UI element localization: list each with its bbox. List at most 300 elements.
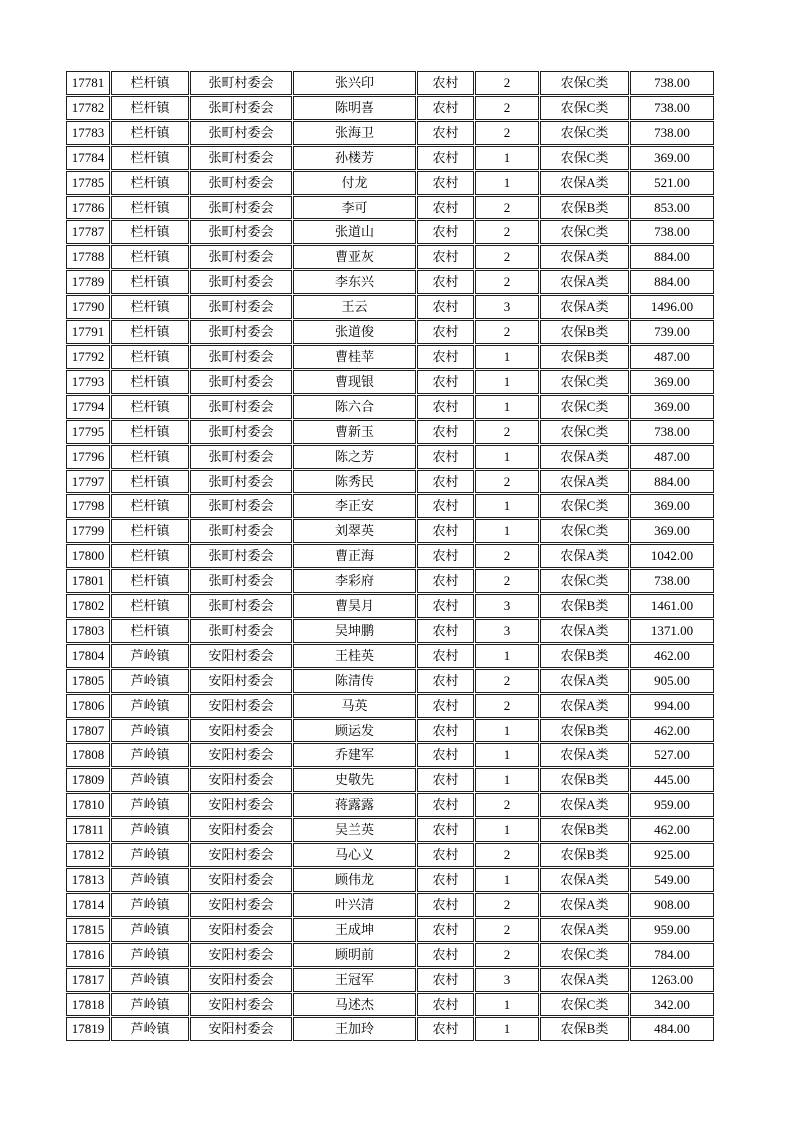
table-row bbox=[66, 270, 714, 294]
cell-serial-number: 17799 bbox=[66, 519, 110, 543]
cell-serial-number: 17790 bbox=[66, 295, 110, 319]
cell-amount: 905.00 bbox=[630, 669, 714, 693]
cell-household-type: 农村 bbox=[417, 146, 474, 170]
cell-village-committee: 安阳村委会 bbox=[190, 743, 292, 767]
cell-village-committee: 张町村委会 bbox=[190, 245, 292, 269]
table-row bbox=[66, 544, 714, 568]
cell-person-name: 蒋露露 bbox=[293, 793, 416, 817]
cell-insurance-category: 农保B类 bbox=[540, 594, 629, 618]
cell-village-committee: 安阳村委会 bbox=[190, 993, 292, 1017]
cell-town: 栏杆镇 bbox=[111, 594, 189, 618]
cell-village-committee: 张町村委会 bbox=[190, 544, 292, 568]
table-row bbox=[66, 694, 714, 718]
cell-serial-number: 17783 bbox=[66, 121, 110, 145]
cell-insurance-category: 农保A类 bbox=[540, 793, 629, 817]
table-row bbox=[66, 918, 714, 942]
cell-village-committee: 张町村委会 bbox=[190, 420, 292, 444]
cell-serial-number: 17785 bbox=[66, 171, 110, 195]
cell-town: 栏杆镇 bbox=[111, 121, 189, 145]
cell-household-type: 农村 bbox=[417, 320, 474, 344]
cell-village-committee: 张町村委会 bbox=[190, 569, 292, 593]
cell-person-count: 3 bbox=[475, 594, 539, 618]
cell-person-count: 1 bbox=[475, 993, 539, 1017]
cell-insurance-category: 农保A类 bbox=[540, 171, 629, 195]
cell-village-committee: 安阳村委会 bbox=[190, 968, 292, 992]
cell-village-committee: 安阳村委会 bbox=[190, 694, 292, 718]
cell-serial-number: 17787 bbox=[66, 220, 110, 244]
cell-person-count: 1 bbox=[475, 171, 539, 195]
cell-village-committee: 安阳村委会 bbox=[190, 719, 292, 743]
cell-town: 栏杆镇 bbox=[111, 370, 189, 394]
cell-person-name: 史敬先 bbox=[293, 768, 416, 792]
cell-insurance-category: 农保B类 bbox=[540, 320, 629, 344]
cell-village-committee: 张町村委会 bbox=[190, 519, 292, 543]
cell-serial-number: 17789 bbox=[66, 270, 110, 294]
cell-amount: 369.00 bbox=[630, 395, 714, 419]
cell-person-name: 曹亚灰 bbox=[293, 245, 416, 269]
cell-village-committee: 张町村委会 bbox=[190, 71, 292, 95]
cell-village-committee: 张町村委会 bbox=[190, 470, 292, 494]
cell-person-name: 曹昊月 bbox=[293, 594, 416, 618]
cell-person-name: 陈秀民 bbox=[293, 470, 416, 494]
cell-person-name: 陈之芳 bbox=[293, 445, 416, 469]
cell-household-type: 农村 bbox=[417, 1017, 474, 1041]
cell-person-name: 张道山 bbox=[293, 220, 416, 244]
cell-amount: 369.00 bbox=[630, 494, 714, 518]
cell-household-type: 农村 bbox=[417, 245, 474, 269]
cell-serial-number: 17804 bbox=[66, 644, 110, 668]
cell-serial-number: 17786 bbox=[66, 196, 110, 220]
cell-insurance-category: 农保C类 bbox=[540, 569, 629, 593]
cell-person-count: 1 bbox=[475, 445, 539, 469]
table-row bbox=[66, 768, 714, 792]
cell-serial-number: 17802 bbox=[66, 594, 110, 618]
cell-town: 栏杆镇 bbox=[111, 569, 189, 593]
cell-town: 栏杆镇 bbox=[111, 519, 189, 543]
cell-household-type: 农村 bbox=[417, 619, 474, 643]
cell-person-name: 顾明前 bbox=[293, 943, 416, 967]
cell-town: 芦岭镇 bbox=[111, 868, 189, 892]
cell-insurance-category: 农保A类 bbox=[540, 544, 629, 568]
cell-village-committee: 安阳村委会 bbox=[190, 818, 292, 842]
cell-person-name: 马心义 bbox=[293, 843, 416, 867]
table-row bbox=[66, 1017, 714, 1041]
cell-insurance-category: 农保A类 bbox=[540, 669, 629, 693]
cell-household-type: 农村 bbox=[417, 96, 474, 120]
cell-household-type: 农村 bbox=[417, 71, 474, 95]
cell-serial-number: 17805 bbox=[66, 669, 110, 693]
cell-insurance-category: 农保C类 bbox=[540, 96, 629, 120]
cell-village-committee: 张町村委会 bbox=[190, 494, 292, 518]
cell-household-type: 农村 bbox=[417, 768, 474, 792]
cell-person-count: 2 bbox=[475, 71, 539, 95]
cell-town: 栏杆镇 bbox=[111, 445, 189, 469]
table-row bbox=[66, 345, 714, 369]
cell-town: 栏杆镇 bbox=[111, 96, 189, 120]
cell-person-name: 张道俊 bbox=[293, 320, 416, 344]
cell-household-type: 农村 bbox=[417, 843, 474, 867]
cell-person-count: 2 bbox=[475, 669, 539, 693]
table-body bbox=[66, 71, 714, 1041]
cell-person-name: 陈明喜 bbox=[293, 96, 416, 120]
cell-village-committee: 张町村委会 bbox=[190, 121, 292, 145]
cell-household-type: 农村 bbox=[417, 569, 474, 593]
cell-insurance-category: 农保A类 bbox=[540, 270, 629, 294]
cell-insurance-category: 农保A类 bbox=[540, 295, 629, 319]
cell-town: 芦岭镇 bbox=[111, 893, 189, 917]
cell-person-name: 王成坤 bbox=[293, 918, 416, 942]
cell-amount: 884.00 bbox=[630, 470, 714, 494]
cell-town: 栏杆镇 bbox=[111, 494, 189, 518]
cell-amount: 784.00 bbox=[630, 943, 714, 967]
cell-amount: 1042.00 bbox=[630, 544, 714, 568]
cell-amount: 445.00 bbox=[630, 768, 714, 792]
cell-village-committee: 张町村委会 bbox=[190, 445, 292, 469]
cell-household-type: 农村 bbox=[417, 171, 474, 195]
cell-serial-number: 17792 bbox=[66, 345, 110, 369]
cell-person-name: 王冠军 bbox=[293, 968, 416, 992]
cell-household-type: 农村 bbox=[417, 719, 474, 743]
cell-town: 芦岭镇 bbox=[111, 793, 189, 817]
cell-person-count: 2 bbox=[475, 793, 539, 817]
cell-serial-number: 17814 bbox=[66, 893, 110, 917]
cell-person-count: 1 bbox=[475, 494, 539, 518]
cell-town: 芦岭镇 bbox=[111, 843, 189, 867]
cell-serial-number: 17793 bbox=[66, 370, 110, 394]
cell-insurance-category: 农保C类 bbox=[540, 519, 629, 543]
cell-person-name: 陈六合 bbox=[293, 395, 416, 419]
cell-town: 栏杆镇 bbox=[111, 220, 189, 244]
cell-person-count: 2 bbox=[475, 544, 539, 568]
cell-amount: 738.00 bbox=[630, 96, 714, 120]
cell-town: 芦岭镇 bbox=[111, 1017, 189, 1041]
cell-person-count: 3 bbox=[475, 619, 539, 643]
cell-person-name: 乔建军 bbox=[293, 743, 416, 767]
cell-town: 芦岭镇 bbox=[111, 818, 189, 842]
cell-household-type: 农村 bbox=[417, 743, 474, 767]
cell-serial-number: 17801 bbox=[66, 569, 110, 593]
cell-person-name: 吴兰英 bbox=[293, 818, 416, 842]
cell-person-count: 1 bbox=[475, 719, 539, 743]
cell-amount: 369.00 bbox=[630, 370, 714, 394]
cell-person-count: 2 bbox=[475, 96, 539, 120]
cell-amount: 1461.00 bbox=[630, 594, 714, 618]
table-row bbox=[66, 893, 714, 917]
table-row bbox=[66, 569, 714, 593]
table-row bbox=[66, 445, 714, 469]
cell-insurance-category: 农保B类 bbox=[540, 843, 629, 867]
cell-serial-number: 17813 bbox=[66, 868, 110, 892]
table-row bbox=[66, 171, 714, 195]
cell-person-name: 李可 bbox=[293, 196, 416, 220]
cell-serial-number: 17806 bbox=[66, 694, 110, 718]
cell-person-count: 2 bbox=[475, 918, 539, 942]
cell-amount: 1496.00 bbox=[630, 295, 714, 319]
cell-amount: 884.00 bbox=[630, 270, 714, 294]
cell-insurance-category: 农保B类 bbox=[540, 196, 629, 220]
cell-insurance-category: 农保C类 bbox=[540, 220, 629, 244]
cell-household-type: 农村 bbox=[417, 993, 474, 1017]
cell-town: 芦岭镇 bbox=[111, 968, 189, 992]
cell-town: 栏杆镇 bbox=[111, 470, 189, 494]
table-row bbox=[66, 743, 714, 767]
cell-serial-number: 17811 bbox=[66, 818, 110, 842]
cell-household-type: 农村 bbox=[417, 121, 474, 145]
table-row bbox=[66, 220, 714, 244]
table-row bbox=[66, 993, 714, 1017]
cell-amount: 959.00 bbox=[630, 918, 714, 942]
cell-person-count: 3 bbox=[475, 968, 539, 992]
cell-insurance-category: 农保C类 bbox=[540, 993, 629, 1017]
cell-person-name: 李正安 bbox=[293, 494, 416, 518]
cell-serial-number: 17807 bbox=[66, 719, 110, 743]
cell-insurance-category: 农保C类 bbox=[540, 420, 629, 444]
cell-household-type: 农村 bbox=[417, 594, 474, 618]
cell-person-count: 1 bbox=[475, 146, 539, 170]
cell-insurance-category: 农保A类 bbox=[540, 470, 629, 494]
cell-household-type: 农村 bbox=[417, 918, 474, 942]
cell-amount: 994.00 bbox=[630, 694, 714, 718]
cell-household-type: 农村 bbox=[417, 420, 474, 444]
cell-serial-number: 17800 bbox=[66, 544, 110, 568]
cell-insurance-category: 农保C类 bbox=[540, 370, 629, 394]
cell-village-committee: 安阳村委会 bbox=[190, 1017, 292, 1041]
table-row bbox=[66, 843, 714, 867]
cell-person-count: 1 bbox=[475, 743, 539, 767]
cell-town: 栏杆镇 bbox=[111, 320, 189, 344]
cell-town: 芦岭镇 bbox=[111, 644, 189, 668]
cell-serial-number: 17794 bbox=[66, 395, 110, 419]
cell-village-committee: 张町村委会 bbox=[190, 96, 292, 120]
cell-household-type: 农村 bbox=[417, 220, 474, 244]
cell-person-count: 3 bbox=[475, 295, 539, 319]
cell-serial-number: 17810 bbox=[66, 793, 110, 817]
cell-insurance-category: 农保B类 bbox=[540, 1017, 629, 1041]
cell-amount: 908.00 bbox=[630, 893, 714, 917]
cell-serial-number: 17808 bbox=[66, 743, 110, 767]
cell-person-name: 张兴印 bbox=[293, 71, 416, 95]
cell-town: 栏杆镇 bbox=[111, 71, 189, 95]
cell-serial-number: 17782 bbox=[66, 96, 110, 120]
cell-amount: 738.00 bbox=[630, 121, 714, 145]
cell-household-type: 农村 bbox=[417, 270, 474, 294]
cell-person-count: 1 bbox=[475, 1017, 539, 1041]
cell-amount: 342.00 bbox=[630, 993, 714, 1017]
cell-household-type: 农村 bbox=[417, 470, 474, 494]
cell-town: 栏杆镇 bbox=[111, 245, 189, 269]
cell-insurance-category: 农保A类 bbox=[540, 619, 629, 643]
cell-insurance-category: 农保A类 bbox=[540, 743, 629, 767]
table-row bbox=[66, 968, 714, 992]
cell-household-type: 农村 bbox=[417, 544, 474, 568]
cell-household-type: 农村 bbox=[417, 519, 474, 543]
cell-household-type: 农村 bbox=[417, 793, 474, 817]
cell-person-name: 曹新玉 bbox=[293, 420, 416, 444]
cell-person-count: 2 bbox=[475, 245, 539, 269]
cell-amount: 549.00 bbox=[630, 868, 714, 892]
cell-person-count: 2 bbox=[475, 121, 539, 145]
cell-serial-number: 17796 bbox=[66, 445, 110, 469]
cell-person-name: 叶兴清 bbox=[293, 893, 416, 917]
table-row bbox=[66, 494, 714, 518]
cell-village-committee: 张町村委会 bbox=[190, 320, 292, 344]
cell-amount: 521.00 bbox=[630, 171, 714, 195]
cell-person-count: 1 bbox=[475, 818, 539, 842]
cell-amount: 884.00 bbox=[630, 245, 714, 269]
cell-amount: 853.00 bbox=[630, 196, 714, 220]
cell-town: 芦岭镇 bbox=[111, 768, 189, 792]
cell-amount: 738.00 bbox=[630, 220, 714, 244]
cell-person-name: 刘翠英 bbox=[293, 519, 416, 543]
cell-town: 芦岭镇 bbox=[111, 719, 189, 743]
cell-amount: 462.00 bbox=[630, 719, 714, 743]
cell-amount: 1371.00 bbox=[630, 619, 714, 643]
cell-person-count: 2 bbox=[475, 694, 539, 718]
cell-village-committee: 张町村委会 bbox=[190, 619, 292, 643]
cell-person-count: 2 bbox=[475, 270, 539, 294]
cell-amount: 738.00 bbox=[630, 71, 714, 95]
cell-person-name: 马述杰 bbox=[293, 993, 416, 1017]
table-row bbox=[66, 245, 714, 269]
cell-person-name: 王云 bbox=[293, 295, 416, 319]
cell-person-count: 1 bbox=[475, 519, 539, 543]
table-row bbox=[66, 519, 714, 543]
table-row bbox=[66, 146, 714, 170]
cell-insurance-category: 农保C类 bbox=[540, 146, 629, 170]
cell-household-type: 农村 bbox=[417, 370, 474, 394]
cell-village-committee: 张町村委会 bbox=[190, 270, 292, 294]
cell-town: 芦岭镇 bbox=[111, 694, 189, 718]
cell-village-committee: 张町村委会 bbox=[190, 295, 292, 319]
cell-amount: 738.00 bbox=[630, 569, 714, 593]
cell-town: 栏杆镇 bbox=[111, 619, 189, 643]
cell-amount: 484.00 bbox=[630, 1017, 714, 1041]
cell-household-type: 农村 bbox=[417, 494, 474, 518]
cell-person-count: 2 bbox=[475, 220, 539, 244]
cell-town: 芦岭镇 bbox=[111, 918, 189, 942]
cell-insurance-category: 农保A类 bbox=[540, 694, 629, 718]
cell-town: 栏杆镇 bbox=[111, 146, 189, 170]
cell-town: 栏杆镇 bbox=[111, 196, 189, 220]
table-row bbox=[66, 71, 714, 95]
table-row bbox=[66, 619, 714, 643]
table-row bbox=[66, 96, 714, 120]
cell-insurance-category: 农保C类 bbox=[540, 71, 629, 95]
cell-person-name: 曹正海 bbox=[293, 544, 416, 568]
cell-insurance-category: 农保C类 bbox=[540, 943, 629, 967]
table-row bbox=[66, 395, 714, 419]
cell-insurance-category: 农保C类 bbox=[540, 494, 629, 518]
cell-village-committee: 安阳村委会 bbox=[190, 669, 292, 693]
table-row bbox=[66, 669, 714, 693]
cell-amount: 925.00 bbox=[630, 843, 714, 867]
cell-insurance-category: 农保A类 bbox=[540, 968, 629, 992]
cell-amount: 527.00 bbox=[630, 743, 714, 767]
cell-person-count: 1 bbox=[475, 345, 539, 369]
cell-serial-number: 17781 bbox=[66, 71, 110, 95]
cell-person-count: 2 bbox=[475, 196, 539, 220]
cell-household-type: 农村 bbox=[417, 295, 474, 319]
cell-village-committee: 张町村委会 bbox=[190, 594, 292, 618]
cell-person-name: 顾伟龙 bbox=[293, 868, 416, 892]
cell-village-committee: 安阳村委会 bbox=[190, 768, 292, 792]
table-row bbox=[66, 320, 714, 344]
cell-household-type: 农村 bbox=[417, 893, 474, 917]
cell-serial-number: 17788 bbox=[66, 245, 110, 269]
cell-amount: 369.00 bbox=[630, 146, 714, 170]
cell-person-name: 顾运发 bbox=[293, 719, 416, 743]
cell-town: 栏杆镇 bbox=[111, 395, 189, 419]
cell-insurance-category: 农保A类 bbox=[540, 918, 629, 942]
cell-amount: 487.00 bbox=[630, 445, 714, 469]
cell-amount: 959.00 bbox=[630, 793, 714, 817]
table-row bbox=[66, 370, 714, 394]
cell-person-count: 2 bbox=[475, 569, 539, 593]
table-row bbox=[66, 121, 714, 145]
cell-person-count: 2 bbox=[475, 843, 539, 867]
cell-village-committee: 安阳村委会 bbox=[190, 868, 292, 892]
cell-household-type: 农村 bbox=[417, 694, 474, 718]
cell-town: 芦岭镇 bbox=[111, 669, 189, 693]
cell-person-count: 2 bbox=[475, 470, 539, 494]
cell-serial-number: 17816 bbox=[66, 943, 110, 967]
cell-amount: 1263.00 bbox=[630, 968, 714, 992]
cell-serial-number: 17812 bbox=[66, 843, 110, 867]
table-row bbox=[66, 420, 714, 444]
cell-insurance-category: 农保A类 bbox=[540, 893, 629, 917]
cell-household-type: 农村 bbox=[417, 196, 474, 220]
cell-insurance-category: 农保B类 bbox=[540, 719, 629, 743]
cell-person-count: 1 bbox=[475, 868, 539, 892]
cell-amount: 738.00 bbox=[630, 420, 714, 444]
table-row bbox=[66, 594, 714, 618]
table-row bbox=[66, 295, 714, 319]
cell-insurance-category: 农保C类 bbox=[540, 395, 629, 419]
cell-amount: 487.00 bbox=[630, 345, 714, 369]
cell-serial-number: 17819 bbox=[66, 1017, 110, 1041]
cell-person-count: 2 bbox=[475, 943, 539, 967]
cell-household-type: 农村 bbox=[417, 669, 474, 693]
cell-household-type: 农村 bbox=[417, 943, 474, 967]
cell-town: 栏杆镇 bbox=[111, 171, 189, 195]
cell-household-type: 农村 bbox=[417, 818, 474, 842]
cell-person-name: 曹桂苹 bbox=[293, 345, 416, 369]
cell-amount: 739.00 bbox=[630, 320, 714, 344]
cell-village-committee: 安阳村委会 bbox=[190, 793, 292, 817]
cell-person-name: 马英 bbox=[293, 694, 416, 718]
cell-person-count: 2 bbox=[475, 893, 539, 917]
cell-household-type: 农村 bbox=[417, 445, 474, 469]
cell-amount: 462.00 bbox=[630, 818, 714, 842]
cell-village-committee: 张町村委会 bbox=[190, 345, 292, 369]
cell-village-committee: 张町村委会 bbox=[190, 370, 292, 394]
table-row bbox=[66, 719, 714, 743]
cell-person-name: 李东兴 bbox=[293, 270, 416, 294]
cell-village-committee: 安阳村委会 bbox=[190, 918, 292, 942]
cell-amount: 462.00 bbox=[630, 644, 714, 668]
cell-person-count: 1 bbox=[475, 768, 539, 792]
table-row bbox=[66, 196, 714, 220]
cell-person-count: 1 bbox=[475, 370, 539, 394]
cell-person-name: 王桂英 bbox=[293, 644, 416, 668]
cell-town: 芦岭镇 bbox=[111, 993, 189, 1017]
payment-table bbox=[65, 70, 715, 1042]
cell-insurance-category: 农保A类 bbox=[540, 445, 629, 469]
cell-person-count: 2 bbox=[475, 420, 539, 444]
cell-insurance-category: 农保A类 bbox=[540, 868, 629, 892]
table-row bbox=[66, 943, 714, 967]
cell-household-type: 农村 bbox=[417, 395, 474, 419]
